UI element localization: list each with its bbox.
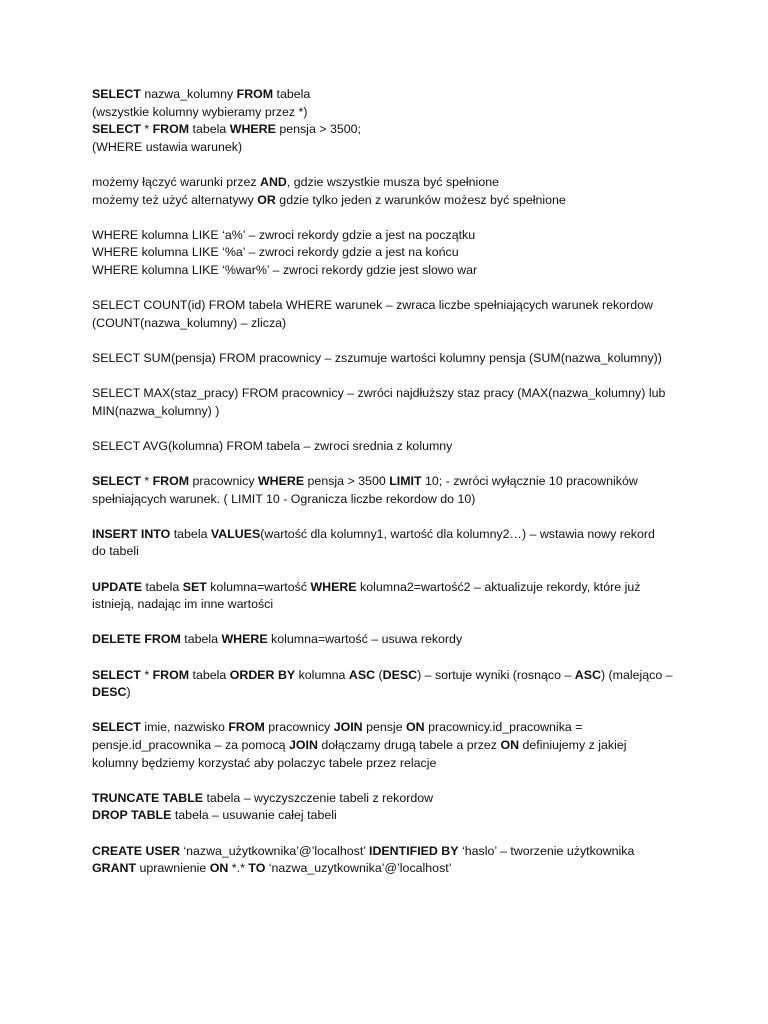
sql-keyword: DELETE FROM — [92, 632, 181, 647]
text-line — [92, 755, 682, 773]
sql-keyword: SELECT — [92, 122, 141, 137]
sql-keyword: WHERE — [229, 122, 276, 137]
text-line — [92, 385, 682, 403]
sql-keyword: OR — [257, 192, 276, 207]
text-line — [92, 174, 682, 192]
text-line — [92, 350, 682, 368]
text-line — [92, 403, 682, 421]
text-line — [92, 790, 682, 808]
paragraph — [92, 667, 682, 702]
text-line — [92, 104, 682, 122]
sql-keyword: INSERT INTO — [92, 526, 171, 541]
text-line — [92, 579, 682, 597]
text-run: SELECT COUNT(id) FROM tabela WHERE warunek – zwraca liczbe spełniających warunek rekordow — [92, 298, 653, 313]
sql-keyword: JOIN — [289, 737, 318, 752]
sql-keyword: FROM — [152, 667, 190, 682]
text-run: ) — [126, 685, 131, 700]
sql-keyword: JOIN — [333, 720, 363, 735]
sql-keyword: ASC — [348, 667, 376, 682]
sql-keyword: ON — [406, 720, 425, 735]
text-run: SELECT MAX(staz_pracy) FROM pracownicy – zwróci najdłuższy staz pracy (MAX(nazwa_kolumny) lub — [92, 386, 666, 401]
text-line — [92, 719, 682, 737]
text-line — [92, 491, 682, 509]
text-line — [92, 631, 682, 649]
text-run: SELECT SUM(pensja) FROM pracownicy – zszumuje wartości kolumny pensja (SUM(nazwa_kolumny)) — [92, 350, 662, 365]
text-run: ‘nazwa_użytkownika’@’localhost’ — [179, 843, 370, 858]
text-line — [92, 860, 682, 878]
paragraph — [92, 227, 682, 280]
text-run: możemy też użyć alternatywy — [92, 192, 258, 207]
text-run: istnieją, nadając im inne wartości — [92, 597, 274, 612]
sql-keyword: LIMIT — [389, 474, 422, 489]
text-run: nazwa_kolumny — [140, 87, 237, 101]
sql-keyword: SELECT — [92, 474, 141, 489]
text-line — [92, 315, 682, 333]
sql-keyword: DROP TABLE — [92, 808, 172, 823]
paragraph — [92, 526, 682, 561]
paragraph — [92, 174, 682, 209]
text-run: , gdzie wszystkie musza być spełnione — [286, 174, 499, 189]
text-run: (wartość dla kolumny1, wartość dla kolumny2…) – wstawia nowy rekord — [260, 526, 655, 541]
text-run: *.* — [228, 861, 249, 876]
text-line — [92, 737, 682, 755]
text-run: ‘nazwa_uzytkownika’@’localhost’ — [265, 861, 452, 876]
text-run: SELECT AVG(kolumna) FROM tabela – zwroci srednia z kolumny — [92, 438, 453, 453]
text-run: pensje.id_pracownika – za pomocą — [92, 737, 289, 752]
sql-keyword: CREATE USER — [92, 843, 180, 858]
sql-keyword: FROM — [152, 474, 190, 489]
sql-keyword: ON — [500, 737, 520, 752]
text-run: definiujemy z jakiej — [519, 737, 627, 752]
text-run: ( — [375, 667, 383, 682]
text-run: ‘haslo’ – tworzenie użytkownika — [458, 843, 635, 858]
text-line — [92, 86, 682, 104]
sql-keyword: FROM — [236, 87, 274, 101]
sql-keyword: WHERE — [310, 579, 357, 594]
text-run: spełniających warunek. ( LIMIT 10 - Ogranicza liczbe rekordow do 10) — [92, 491, 476, 506]
sql-keyword: IDENTIFIED BY — [369, 843, 459, 858]
paragraph — [92, 438, 682, 456]
sql-keyword: GRANT — [92, 861, 137, 876]
text-run: WHERE kolumna LIKE ‘%war%’ – zwroci rekordy gdzie jest slowo war — [92, 262, 478, 277]
text-run: tabela – wyczyszczenie tabeli z rekordow — [203, 790, 434, 805]
text-line — [92, 807, 682, 825]
paragraph — [92, 297, 682, 332]
text-run: * — [140, 122, 153, 137]
paragraph — [92, 385, 682, 420]
paragraph — [92, 843, 682, 878]
text-line — [92, 684, 682, 702]
sql-keyword: WHERE — [221, 632, 268, 647]
text-run: WHERE kolumna LIKE ‘a%’ – zwroci rekordy gdzie a jest na początku — [92, 227, 476, 242]
text-run: tabela — [189, 667, 230, 682]
text-run: pensje — [362, 720, 407, 735]
text-run: kolumna=wartość — [206, 579, 311, 594]
sql-keyword: TO — [248, 861, 266, 876]
text-run: gdzie tylko jeden z warunków możesz być spełnione — [275, 192, 566, 207]
text-run: tabela — [189, 122, 230, 137]
text-run: (WHERE ustawia warunek) — [92, 139, 243, 154]
paragraph — [92, 790, 682, 825]
sql-keyword: DESC — [382, 667, 418, 682]
sql-keyword: SELECT — [92, 87, 141, 101]
text-run: pensja > 3500 — [304, 474, 390, 489]
text-run: możemy łączyć warunki przez — [92, 174, 261, 189]
sql-keyword: VALUES — [210, 526, 261, 541]
document-page — [92, 86, 682, 895]
sql-keyword: ON — [209, 861, 229, 876]
text-line — [92, 596, 682, 614]
text-run: imie, nazwisko — [140, 720, 229, 735]
sql-keyword: WHERE — [257, 474, 305, 489]
text-line — [92, 139, 682, 157]
sql-keyword: FROM — [228, 720, 265, 735]
sql-keyword: ASC — [574, 667, 601, 682]
text-line — [92, 262, 682, 280]
sql-keyword: FROM — [152, 122, 190, 137]
sql-keyword: SELECT — [92, 667, 141, 682]
text-run: * — [140, 667, 153, 682]
sql-keyword: SET — [182, 579, 207, 594]
text-run: WHERE kolumna LIKE ‘%a’ – zwroci rekordy gdzie a jest na końcu — [92, 245, 459, 260]
text-line — [92, 244, 682, 262]
text-run: kolumna=wartość – usuwa rekordy — [267, 632, 463, 647]
text-line — [92, 473, 682, 491]
text-line — [92, 438, 682, 456]
paragraph — [92, 350, 682, 368]
text-run: tabela — [142, 579, 183, 594]
text-line — [92, 667, 682, 685]
text-run: MIN(nazwa_kolumny) ) — [92, 403, 220, 418]
text-run: * — [140, 474, 153, 489]
text-line — [92, 121, 682, 139]
sql-keyword: UPDATE — [92, 579, 143, 594]
text-run: (COUNT(nazwa_kolumny) – zlicza) — [92, 315, 287, 330]
paragraph — [92, 579, 682, 614]
text-run: pensja > 3500; — [275, 122, 361, 137]
text-run: tabela — [180, 632, 222, 647]
text-run: kolumny będziemy korzystać aby polaczyc tabele przez relacje — [92, 755, 437, 770]
text-line — [92, 227, 682, 245]
text-run: ) (malejąco – — [600, 667, 673, 682]
text-run: pracownicy — [189, 474, 258, 489]
text-run: pracownicy.id_pracownika = — [424, 720, 583, 735]
sql-keyword: DESC — [92, 685, 127, 700]
paragraph — [92, 631, 682, 649]
text-run: tabela — [170, 526, 211, 541]
text-run: tabela – usuwanie całej tabeli — [171, 808, 337, 823]
paragraph — [92, 473, 682, 508]
text-run: dołączamy drugą tabele a przez — [317, 737, 501, 752]
text-run: do tabeli — [92, 544, 139, 559]
paragraph — [92, 719, 682, 772]
text-run: kolumna — [295, 667, 349, 682]
text-line — [92, 526, 682, 544]
paragraph — [92, 86, 682, 156]
text-run: ) – sortuje wyniki (rosnąco – — [417, 667, 575, 682]
text-run: 10; - zwróci wyłącznie 10 pracowników — [421, 474, 638, 489]
text-line — [92, 192, 682, 210]
sql-keyword: TRUNCATE TABLE — [92, 790, 204, 805]
text-run: kolumna2=wartość2 – aktualizuje rekordy, które już — [356, 579, 641, 594]
sql-keyword: ORDER BY — [229, 667, 296, 682]
text-run: (wszystkie kolumny wybieramy przez *) — [92, 104, 308, 119]
text-run: tabela — [273, 87, 311, 101]
text-line — [92, 297, 682, 315]
sql-keyword: SELECT — [92, 720, 141, 735]
sql-keyword: AND — [260, 174, 287, 189]
text-line — [92, 843, 682, 861]
text-line — [92, 543, 682, 561]
text-run: uprawnienie — [136, 861, 210, 876]
text-run: pracownicy — [264, 720, 334, 735]
